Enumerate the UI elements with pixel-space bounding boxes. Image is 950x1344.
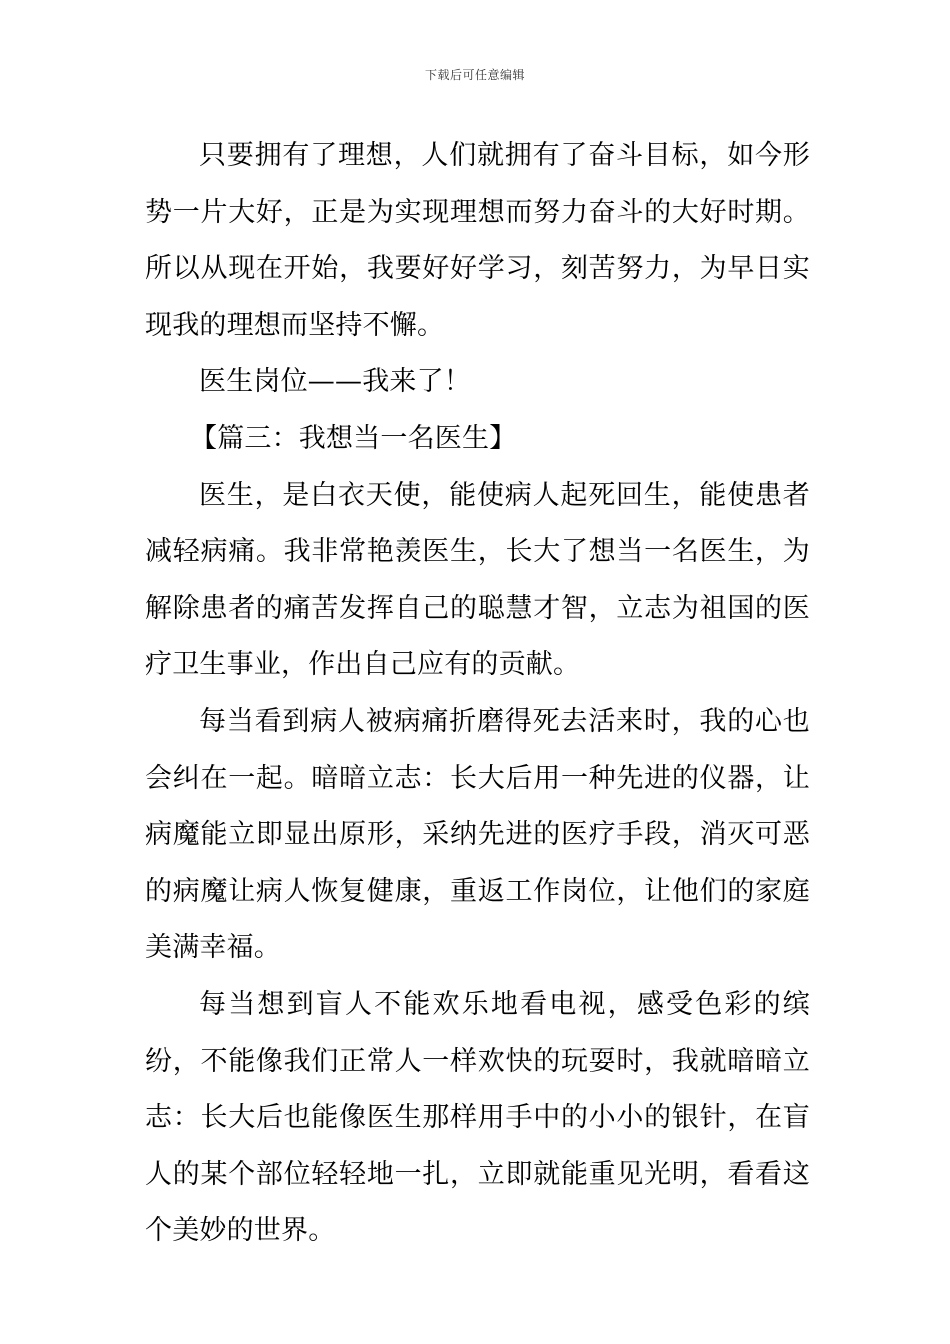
body-text (145, 128, 810, 1260)
paragraph-ideal: 只要拥有了理想，人们就拥有了奋斗目标，如今形势一片大好，正是为实现理想而努力奋斗的大好时期。所以从现在开始，我要好好学习，刻苦努力，为早日实现我的理想而坚持不懈。 (145, 140, 810, 341)
paragraph-doctor-angel: 医生，是白衣天使，能使病人起死回生，能使患者减轻病痛。我非常艳羡医生，长大了想当一名医生，为解除患者的痛苦发挥自己的聪慧才智，立志为祖国的医疗卫生事业，作出自己应有的贡献。 (145, 479, 810, 681)
paragraph-blind: 每当想到盲人不能欢乐地看电视，感受色彩的缤纷，不能像我们正常人一样欢快的玩耍时，我就暗暗立志：长大后也能像医生那样用手中的小小的银针，在盲人的某个部位轻轻地一扎，立即就能重见光明，看看这个美妙的世界。 (145, 988, 810, 1247)
header-note: 下载后可任意编辑 (424, 68, 525, 82)
section-heading: 【篇三：我想当一名医生】 (190, 422, 517, 454)
paragraph-doctor-post: 医生岗位——我来了！ (199, 366, 471, 398)
paragraph-patients: 每当看到病人被病痛折磨得死去活来时，我的心也会纠在一起。暗暗立志：长大后用一种先进的仪器，让病魔能立即显出原形，采纳先进的医疗手段，消灭可恶的病魔让病人恢复健康，重返工作岗位，让他们的家庭美满幸福。 (145, 705, 810, 964)
